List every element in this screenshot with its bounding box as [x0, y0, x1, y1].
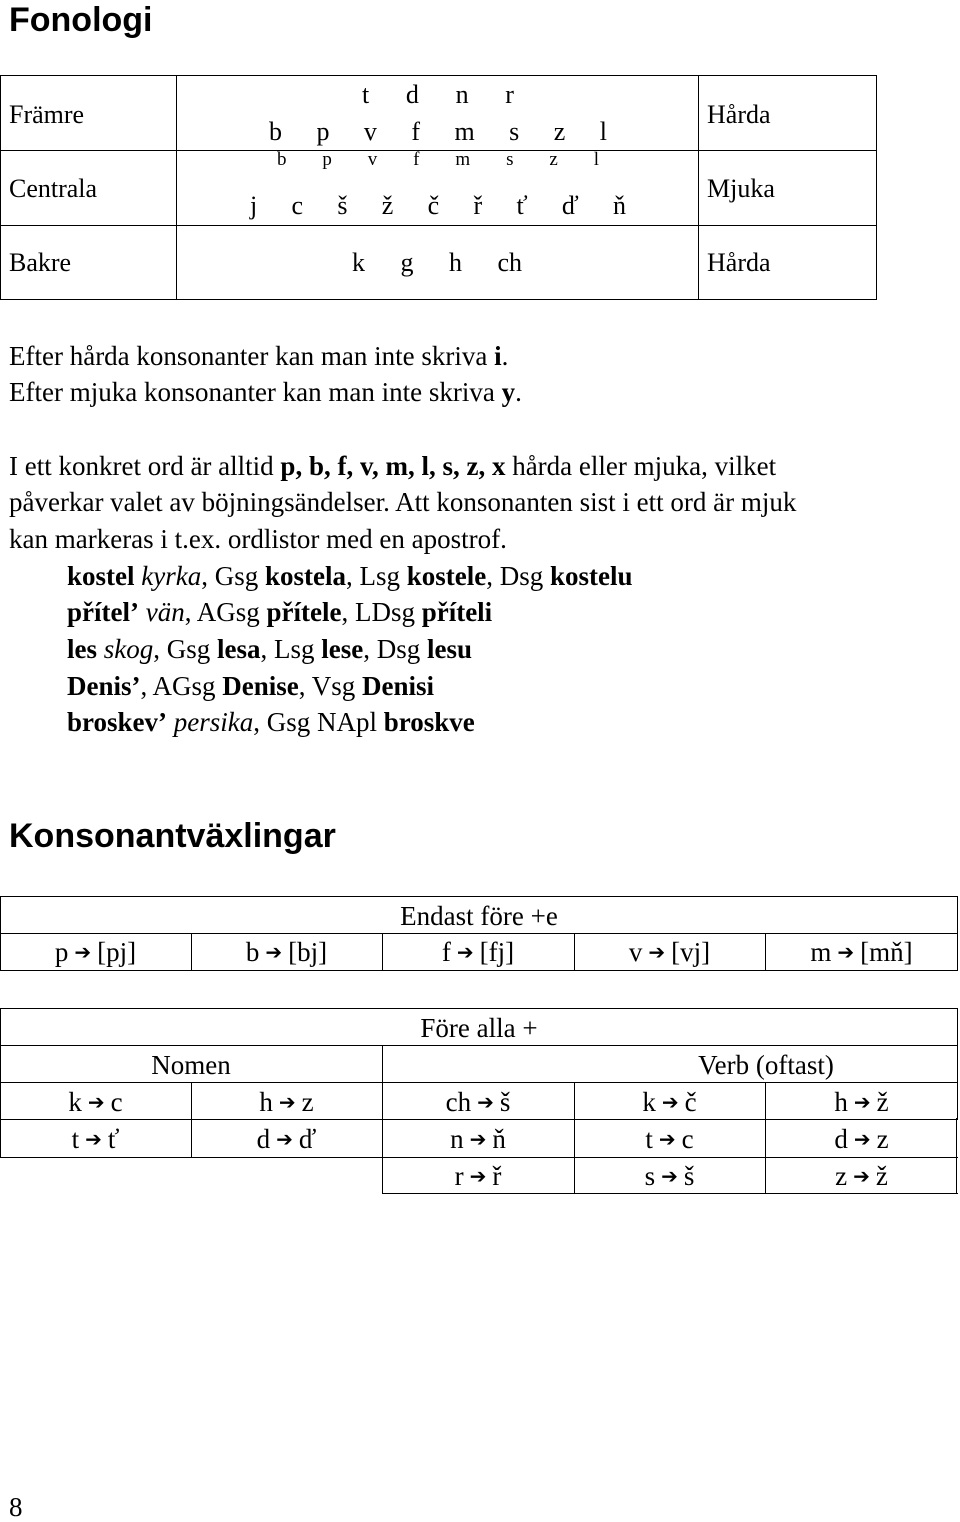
consonant: z [549, 149, 558, 170]
alternation-cell: d ➔ z [834, 1124, 889, 1154]
table2-header: Före alla + [420, 1013, 538, 1043]
consonant: ť [516, 191, 528, 220]
consonant: v [367, 149, 378, 170]
alternation-cell: k ➔ c [68, 1087, 123, 1117]
alternation-cell: z ➔ ž [835, 1161, 888, 1191]
alternation-cell: f ➔ [fj] [441, 937, 515, 967]
consonant: f [413, 149, 420, 170]
note-hard: Efter hårda konsonanter kan man inte skriva i. [9, 341, 509, 371]
consonant: n [455, 80, 469, 109]
right-arrow-icon: ➔ [469, 1164, 487, 1188]
right-arrow-icon: ➔ [74, 940, 92, 964]
consonant: l [599, 117, 607, 146]
consonant: j [250, 191, 258, 220]
consonant: m [455, 149, 471, 170]
right-arrow-icon: ➔ [648, 940, 666, 964]
right-arrow-icon: ➔ [837, 940, 855, 964]
right-arrow-icon: ➔ [469, 1127, 487, 1151]
consonant: š [337, 191, 348, 220]
row-label-centrala: Centrala [9, 174, 98, 203]
paragraph-line-3: kan markeras i t.ex. ordlistor med en apostrof. [9, 524, 507, 554]
example-line: přítel’ vän, AGsg přítele, LDsg příteli [67, 597, 493, 627]
consonant: c [291, 191, 304, 220]
consonant: t [362, 80, 370, 109]
right-arrow-icon: ➔ [265, 940, 283, 964]
table2-nomen: Nomen [151, 1050, 231, 1080]
consonant: č [427, 191, 440, 220]
right-arrow-icon: ➔ [477, 1090, 494, 1114]
right-arrow-icon: ➔ [661, 1090, 679, 1114]
note-soft: Efter mjuka konsonanter kan man inte skriva y. [9, 377, 522, 407]
table2-verb: Verb (oftast) [698, 1050, 834, 1080]
alternation-cell: t ➔ c [645, 1124, 694, 1154]
right-arrow-icon: ➔ [85, 1127, 102, 1151]
alternation-cell: h ➔ z [259, 1087, 314, 1117]
row-label-framre: Främre [9, 100, 85, 129]
framre-line2 [269, 117, 607, 147]
table1-header: Endast före +e [400, 901, 558, 931]
consonant: ch [497, 248, 522, 277]
centrala-line1 [277, 149, 599, 171]
paragraph-line-2: påverkar valet av böjningsändelser. Att konsonanten sist i ett ord är mjuk [9, 487, 797, 517]
consonant: g [400, 248, 414, 277]
consonant: z [553, 117, 566, 146]
right-arrow-icon: ➔ [661, 1164, 678, 1188]
consonant: p [316, 117, 330, 146]
consonant: s [506, 149, 514, 170]
right-arrow-icon: ➔ [853, 1127, 871, 1151]
row-right-framre: Hårda [707, 100, 771, 129]
consonant: b [277, 149, 287, 170]
right-arrow-icon: ➔ [853, 1164, 870, 1188]
alternation-cell: d ➔ ď [256, 1124, 317, 1154]
framre-line1 [362, 80, 514, 110]
consonant: r [505, 80, 514, 109]
consonant: m [454, 117, 475, 146]
paragraph-line-1: I ett konkret ord är alltid p, b, f, v, m, l, s, z, x hårda eller mjuka, vilket [9, 451, 777, 481]
consonant: ř [473, 191, 483, 220]
consonant: k [352, 248, 365, 277]
alternation-cell: n ➔ ň [450, 1124, 506, 1154]
right-arrow-icon: ➔ [276, 1127, 293, 1151]
consonant: v [363, 117, 377, 146]
example-line: Denis’, AGsg Denise, Vsg Denisi [67, 671, 435, 701]
page-number: 8 [9, 1492, 23, 1522]
right-arrow-icon: ➔ [853, 1090, 871, 1114]
alternation-cell: k ➔ č [642, 1087, 697, 1117]
row-label-bakre: Bakre [9, 248, 72, 277]
alternation-cell: ch ➔ š [445, 1087, 511, 1117]
bakre-line1 [352, 248, 522, 278]
centrala-line2 [250, 191, 626, 221]
consonant: ď [561, 191, 579, 220]
consonant: ž [381, 191, 394, 220]
row-right-centrala: Mjuka [707, 174, 775, 203]
right-arrow-icon: ➔ [87, 1090, 105, 1114]
example-line: kostel kyrka, Gsg kostela, Lsg kostele, Dsg kostelu [67, 561, 633, 591]
consonant: p [322, 149, 332, 170]
alternation-cell: h ➔ ž [834, 1087, 889, 1117]
alternation-cell: v ➔ [vj] [628, 937, 711, 967]
consonant: d [405, 80, 419, 109]
consonant: b [269, 117, 282, 146]
right-arrow-icon: ➔ [278, 1090, 296, 1114]
example-line: les skog, Gsg lesa, Lsg lese, Dsg lesu [67, 634, 473, 664]
section-title: Konsonantväxlingar [9, 817, 336, 855]
consonant: ň [612, 191, 626, 220]
alternation-cell: p ➔ [pj] [54, 937, 137, 967]
right-arrow-icon: ➔ [658, 1127, 676, 1151]
alternation-cell: s ➔ š [644, 1161, 695, 1191]
consonant: h [448, 248, 462, 277]
page-title: Fonologi [9, 1, 153, 39]
alternation-cell: b ➔ [bj] [245, 937, 328, 967]
right-arrow-icon: ➔ [456, 940, 474, 964]
example-line: broskev’ persika, Gsg NApl broskve [67, 707, 475, 737]
consonant: s [509, 117, 520, 146]
consonant: l [593, 149, 599, 170]
alternation-cell: m ➔ [mň] [810, 937, 913, 967]
consonant: f [411, 117, 421, 146]
alternation-cell: t ➔ ť [71, 1124, 120, 1154]
alternation-cell: r ➔ ř [454, 1161, 502, 1191]
row-right-bakre: Hårda [707, 248, 771, 277]
